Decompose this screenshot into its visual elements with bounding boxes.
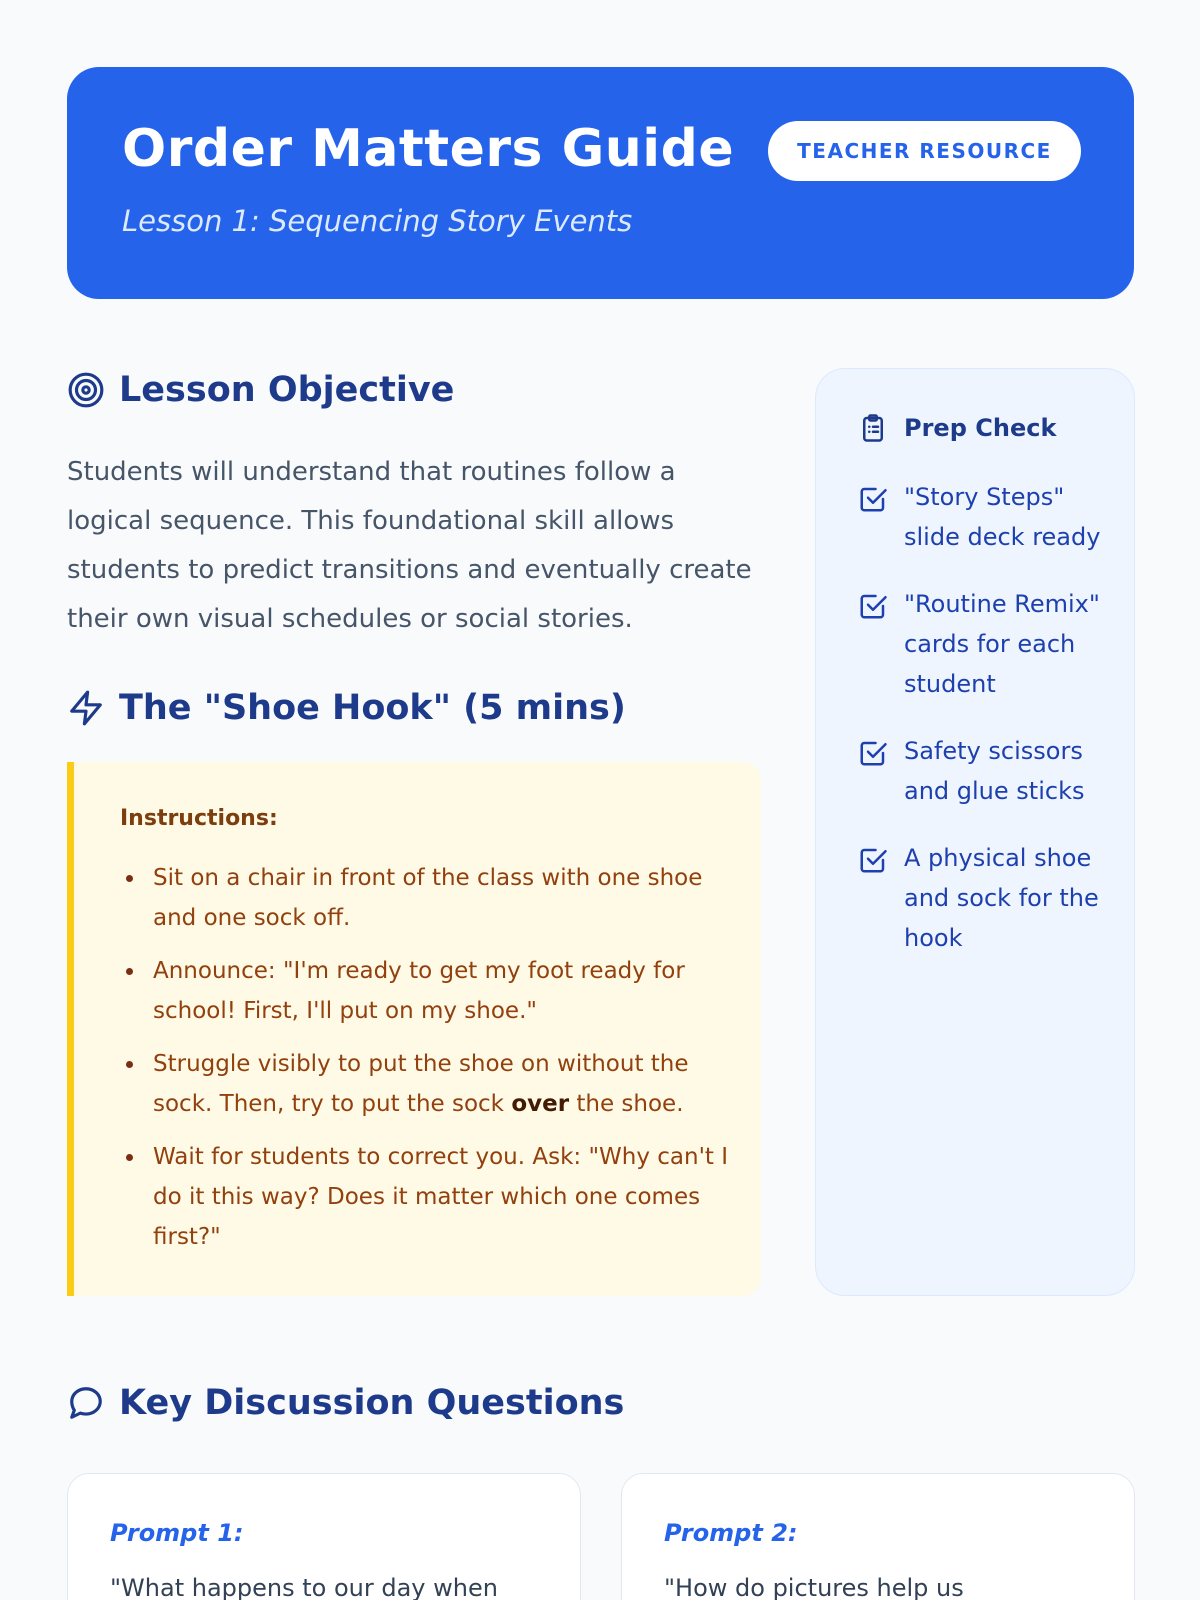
page-title: Order Matters Guide [122,119,735,179]
prep-item-label: Safety scissors and glue sticks [904,737,1085,805]
objective-heading [67,370,454,410]
instruction-item: Announce: "I'm ready to get my foot ready for school! First, I'll put on my shoe." [120,951,730,1031]
prep-item-label: "Story Steps" slide deck ready [904,483,1101,551]
instruction-text: the shoe. [569,1091,684,1117]
checkbox-checked-icon[interactable] [858,845,888,875]
chat-bubble-icon [67,1384,105,1422]
questions-heading [67,1383,624,1423]
objective-text: Students will understand that routines follow a logical sequence. This foundational skill allows students to predict transitions and eventually create their own visual schedules or social stories. [67,457,752,634]
instruction-text: Struggle visibly to put the shoe on without the sock. Then, try to put the sock [153,1051,689,1117]
prep-item[interactable] [858,584,1118,704]
instructions-list [120,858,730,1270]
instruction-item: Sit on a chair in front of the class with one shoe and one sock off. [120,858,730,938]
checkbox-checked-icon[interactable] [858,484,888,514]
prompt-text: "What happens to our day when [110,1574,498,1600]
prep-item[interactable] [858,731,1118,811]
teacher-resource-badge: TEACHER RESOURCE [768,121,1081,181]
instruction-item [120,1044,730,1124]
instruction-item: Wait for students to correct you. Ask: "Why can't I do it this way? Does it matter which one comes first?" [120,1137,730,1257]
prep-check-heading-text: Prep Check [904,414,1057,442]
lightning-icon [67,689,105,727]
prompt-label: Prompt 1: [110,1519,244,1547]
questions-heading-text: Key Discussion Questions [119,1383,625,1423]
header-banner [67,67,1134,299]
prep-check-heading [858,413,1056,443]
prompt-card [67,1473,581,1600]
objective-heading-text: Lesson Objective [119,370,455,410]
prompt-card [621,1473,1135,1600]
prompt-label: Prompt 2: [664,1519,798,1547]
prep-check-panel [815,368,1135,1296]
prep-item-label: "Routine Remix" cards for each student [904,590,1100,698]
instructions-label: Instructions: [120,806,278,831]
hook-heading-text: The "Shoe Hook" (5 mins) [119,688,626,728]
clipboard-icon [858,413,888,443]
prep-item[interactable] [858,477,1118,557]
hook-instructions-box [67,762,761,1296]
lesson-subtitle: Lesson 1: Sequencing Story Events [122,204,633,238]
checkbox-checked-icon[interactable] [858,591,888,621]
prep-item[interactable] [858,838,1118,958]
instruction-emphasis: over [511,1091,570,1117]
hook-heading [67,688,626,728]
prep-checklist [858,477,1118,985]
prompt-text: "How do pictures help us [664,1574,964,1600]
target-icon [67,371,105,409]
checkbox-checked-icon[interactable] [858,738,888,768]
prep-item-label: A physical shoe and sock for the hook [904,844,1099,952]
